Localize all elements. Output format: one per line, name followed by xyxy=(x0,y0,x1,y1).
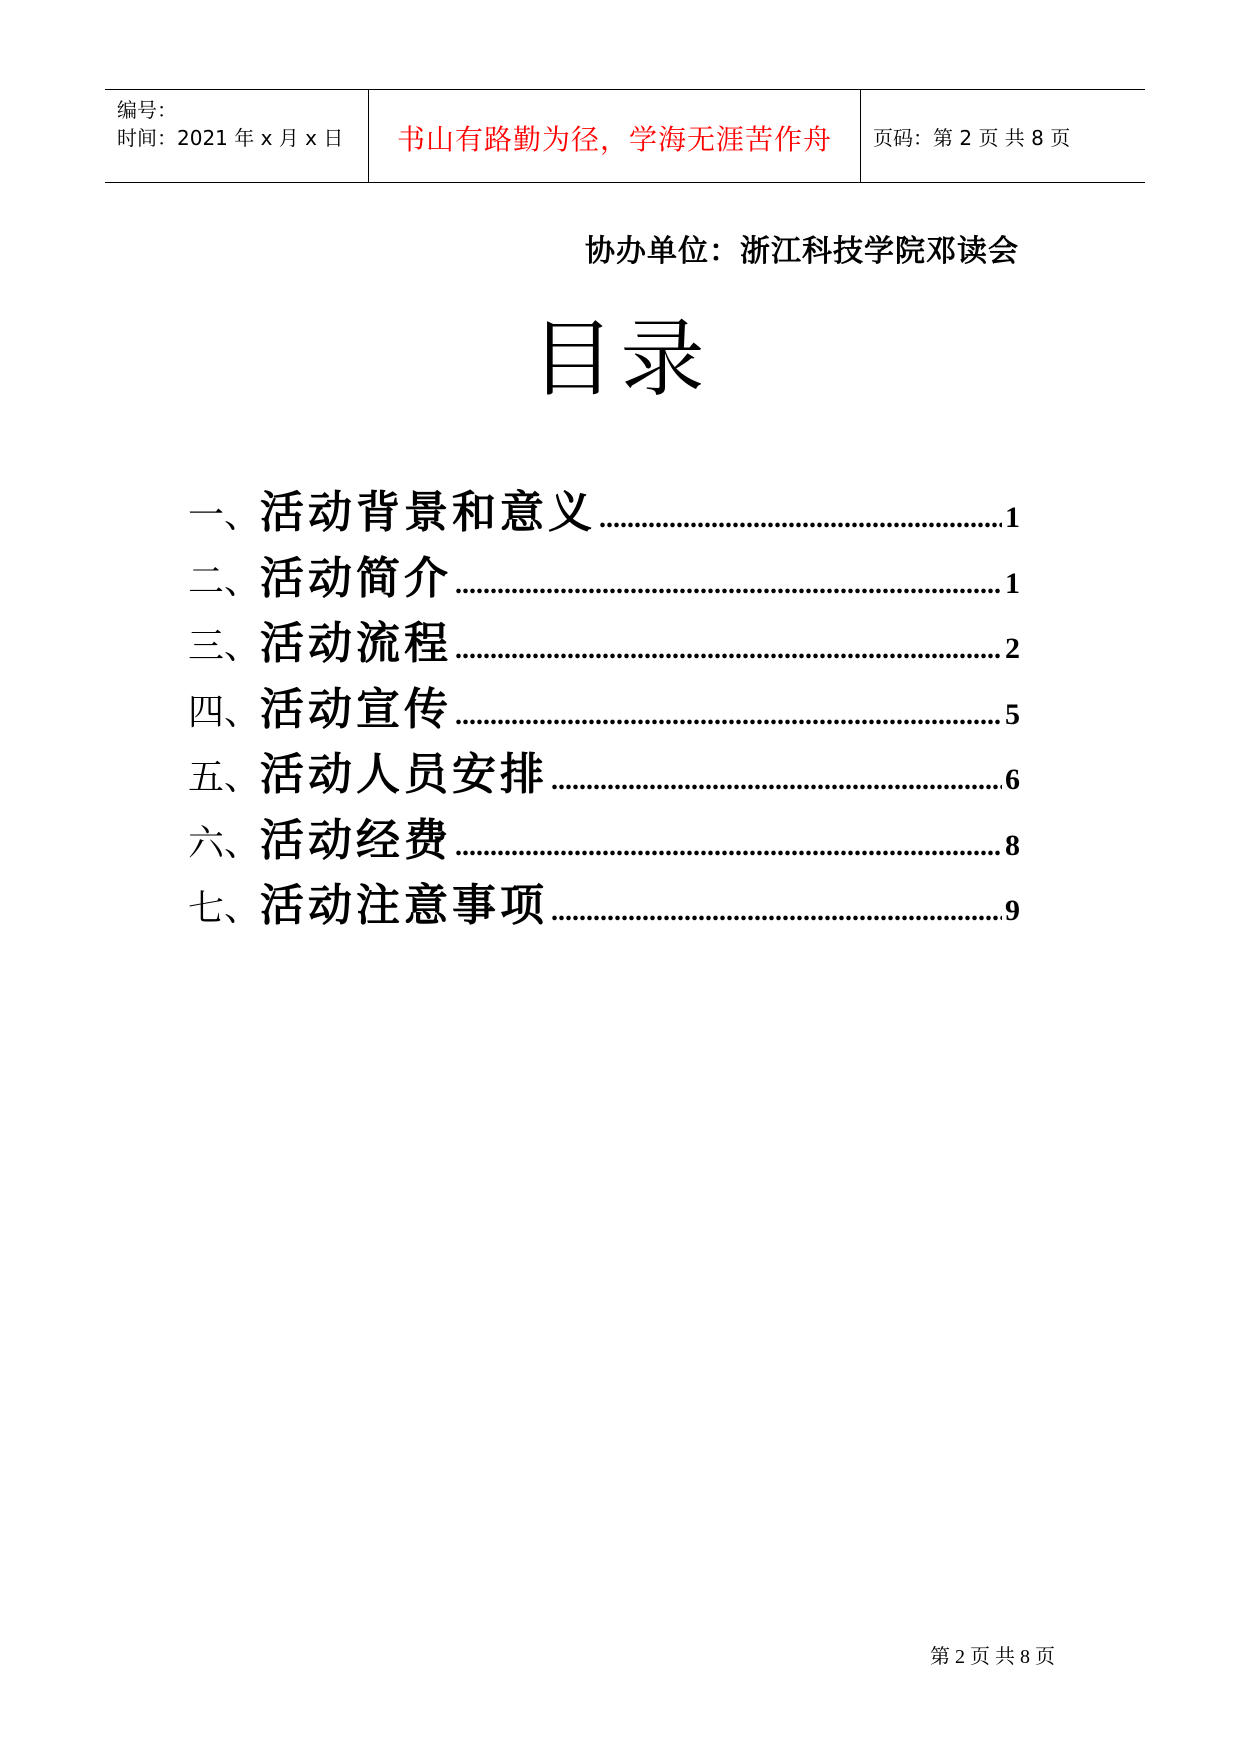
toc-entry-number: 三、 xyxy=(188,626,261,667)
toc-entry-number: 七、 xyxy=(188,888,261,929)
toc-entry-notes[interactable] xyxy=(188,869,1020,935)
toc-entry-label: 活动注意事项 xyxy=(260,880,549,931)
toc-entry-label: 活动经费 xyxy=(260,814,453,866)
organizer-line: 协办单位：浙江科技学院邓读会 xyxy=(585,234,1019,269)
toc-entry-page: 2 xyxy=(1005,632,1020,665)
toc-entry-number: 六、 xyxy=(188,822,261,864)
toc-entry-page: 8 xyxy=(1005,828,1020,862)
toc-dot-leader xyxy=(455,700,1002,732)
toc-title: 目录 xyxy=(530,310,711,408)
header-info-cell xyxy=(105,90,369,182)
header-page-cell xyxy=(861,90,1145,182)
toc-entry-page: 6 xyxy=(1005,763,1020,796)
toc-entry-label: 活动简介 xyxy=(260,552,453,604)
toc-entry-background[interactable] xyxy=(188,476,1020,542)
toc-entry-label: 活动人员安排 xyxy=(260,749,549,800)
toc-entry-page: 1 xyxy=(1005,501,1020,534)
toc-dot-leader xyxy=(551,896,1002,928)
toc-entry-number: 五、 xyxy=(188,757,261,798)
header-motto-cell xyxy=(369,90,861,182)
toc-entry-process[interactable] xyxy=(188,607,1020,673)
toc-dot-leader xyxy=(599,503,1002,535)
toc-entry-page: 1 xyxy=(1005,566,1020,600)
toc-entry-label: 活动背景和意义 xyxy=(260,487,597,538)
toc-entry-number: 二、 xyxy=(188,560,261,602)
table-of-contents xyxy=(188,476,1020,935)
toc-entry-page: 9 xyxy=(1005,894,1020,927)
toc-entry-number: 一、 xyxy=(188,495,261,536)
toc-entry-page: 5 xyxy=(1005,697,1020,731)
date-text: 时间：2021 年 x 月 x 日 xyxy=(117,126,344,150)
toc-entry-promotion[interactable] xyxy=(188,673,1020,739)
serial-number-label: 编号： xyxy=(117,98,177,122)
toc-dot-leader xyxy=(455,569,1002,601)
page-footer: 第 2 页 共 8 页 xyxy=(930,1646,1055,1668)
toc-entry-label: 活动流程 xyxy=(260,618,453,669)
toc-dot-leader xyxy=(455,831,1002,863)
toc-entry-label: 活动宣传 xyxy=(260,683,453,735)
toc-entry-number: 四、 xyxy=(188,691,261,733)
page-code-text: 页码：第 2 页 共 8 页 xyxy=(873,126,1071,150)
page-header xyxy=(105,89,1145,183)
toc-dot-leader xyxy=(455,634,1002,666)
toc-dot-leader xyxy=(551,765,1002,797)
toc-entry-budget[interactable] xyxy=(188,804,1020,870)
motto-text: 书山有路勤为径，学海无涯苦作舟 xyxy=(396,123,832,156)
toc-entry-intro[interactable] xyxy=(188,542,1020,608)
toc-entry-staffing[interactable] xyxy=(188,738,1020,804)
